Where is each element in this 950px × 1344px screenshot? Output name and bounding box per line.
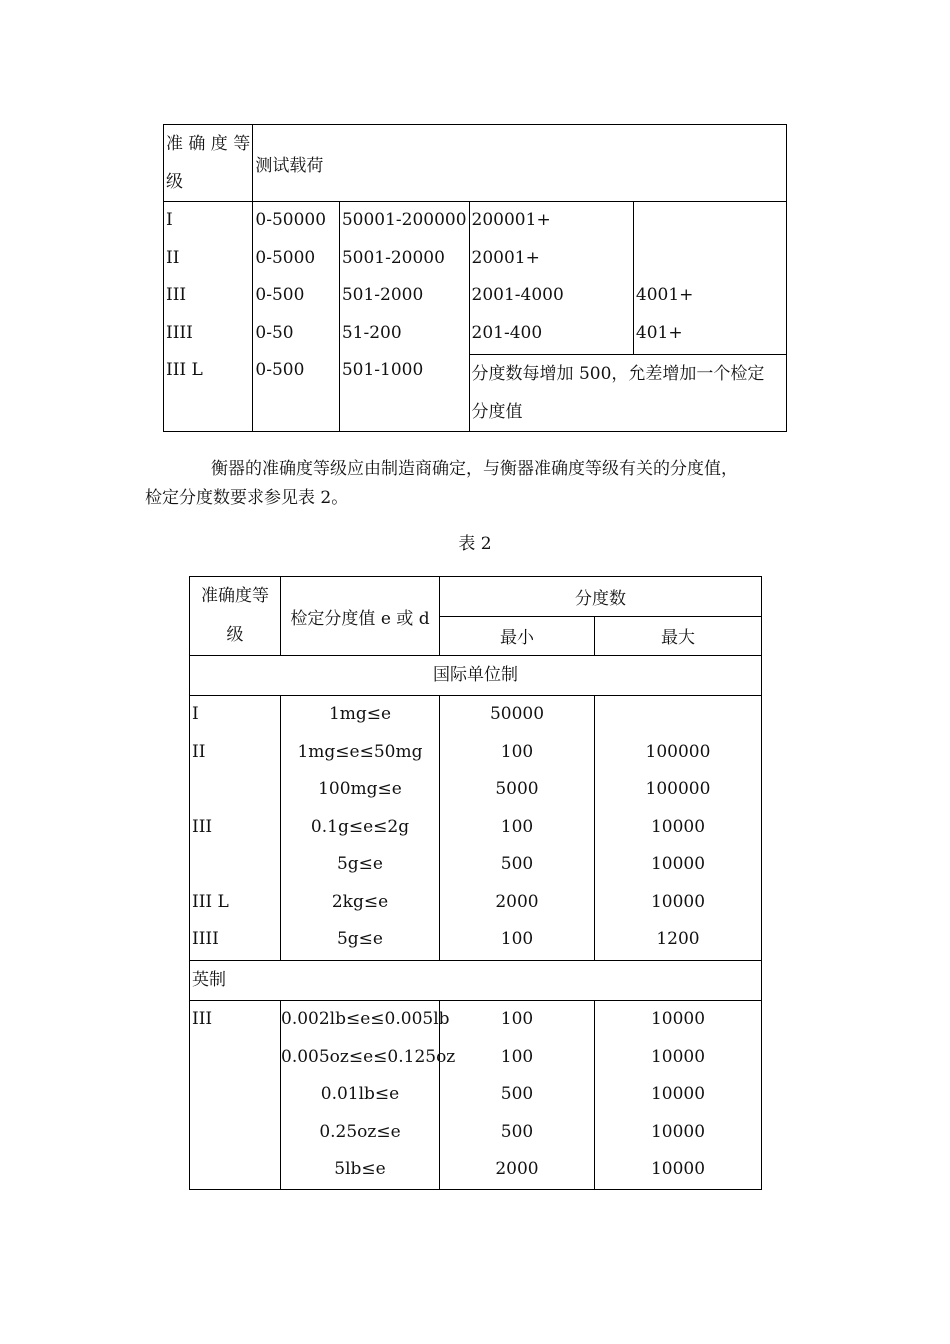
division-table — [189, 576, 762, 1190]
range-value: 401+ — [635, 322, 683, 343]
grade-label — [192, 1151, 280, 1189]
range-value: 0-50 — [255, 322, 294, 343]
header-min: 最小 — [440, 616, 595, 656]
range-value: 0-5000 — [255, 247, 316, 268]
range-value: 4001+ — [635, 285, 694, 305]
range-value: 5001-20000 — [341, 247, 445, 268]
max-count: 10000 — [650, 891, 706, 912]
imperial-max-cell — [595, 1001, 762, 1190]
grade-label: IIII — [192, 929, 219, 949]
paragraph-line2: 检定分度数要求参见表 2。 — [145, 488, 349, 508]
range4-cell — [633, 202, 786, 355]
grade-label: II — [192, 741, 206, 762]
division-value: 1mg≤e≤50mg — [297, 741, 423, 762]
grade-label — [192, 1039, 280, 1077]
header-max: 最大 — [595, 616, 762, 656]
grade-label: I — [192, 704, 199, 724]
range-value: 501-2000 — [341, 285, 424, 305]
grade-label: IIII — [166, 322, 193, 343]
min-count: 2000 — [495, 891, 539, 912]
header-grade-line1: 准确度等 — [201, 586, 269, 606]
max-count — [595, 696, 761, 734]
header-count: 分度数 — [440, 577, 762, 617]
range-value: 0-50000 — [255, 210, 327, 230]
header-grade-line1: 准 确 度 等 — [166, 134, 251, 154]
body-paragraph — [145, 455, 800, 513]
section-imperial: 英制 — [190, 961, 762, 1001]
min-count: 50000 — [489, 704, 545, 724]
division-value: 5g≤e — [336, 929, 383, 949]
range-value: 201-400 — [471, 322, 543, 343]
grade-label — [192, 771, 280, 809]
min-count: 500 — [500, 1121, 534, 1142]
max-count: 100000 — [645, 779, 711, 799]
note-cell — [469, 355, 786, 432]
min-count: 100 — [500, 1046, 534, 1067]
range2-cell — [339, 202, 469, 432]
max-count: 10000 — [650, 1084, 706, 1104]
min-count: 100 — [500, 1009, 534, 1029]
header-grade-cell — [164, 125, 253, 202]
header-grade-line2: 级 — [226, 625, 244, 645]
imperial-min-cell — [440, 1001, 595, 1190]
division-value: 0.005oz≤e≤0.125oz — [281, 1046, 456, 1067]
imperial-value-cell — [281, 1001, 456, 1190]
max-count: 10000 — [650, 854, 706, 874]
note-line2: 分度值 — [471, 402, 523, 422]
paragraph-line1: 衡器的准确度等级应由制造商确定，与衡器准确度等级有关的分度值， — [211, 459, 738, 479]
division-value: 0.1g≤e≤2g — [310, 816, 410, 837]
division-value: 5g≤e — [336, 854, 383, 874]
division-value: 100mg≤e — [318, 779, 402, 799]
header-grade-line2: 级 — [166, 172, 183, 192]
header-value-cell — [281, 577, 440, 656]
division-value: 1mg≤e — [328, 704, 392, 724]
range-value: 51-200 — [341, 322, 402, 343]
grade-label: III L — [166, 360, 203, 380]
range-value: 200001+ — [471, 210, 551, 230]
grade-label: III — [192, 816, 213, 837]
min-count: 100 — [500, 741, 534, 762]
header-grade-cell — [190, 577, 281, 656]
range-value: 50001-200000 — [341, 210, 467, 230]
max-count: 1200 — [656, 929, 700, 949]
si-max-cell — [595, 696, 762, 961]
max-count: 10000 — [650, 1121, 706, 1142]
max-count: 10000 — [650, 1009, 706, 1029]
section-si: 国际单位制 — [190, 656, 762, 696]
division-value: 2kg≤e — [331, 891, 389, 912]
imperial-grade-cell — [190, 1001, 281, 1190]
header-value: 检定分度值 e 或 d — [290, 608, 430, 629]
grade-label — [192, 846, 280, 884]
grade-label — [192, 1076, 280, 1114]
test-load-table — [163, 124, 787, 432]
si-value-cell — [281, 696, 440, 961]
max-count: 100000 — [645, 741, 711, 762]
range-value: 0-500 — [255, 360, 305, 380]
division-value: 0.002lb≤e≤0.005lb — [281, 1009, 450, 1029]
max-count: 10000 — [650, 1046, 706, 1067]
min-count: 500 — [500, 854, 534, 874]
max-count: 10000 — [650, 1159, 706, 1179]
grade-label: I — [166, 210, 173, 230]
min-count: 5000 — [495, 779, 539, 799]
header-load: 测试载荷 — [255, 155, 324, 176]
min-count: 100 — [500, 816, 534, 837]
grade-label: II — [166, 247, 180, 268]
grade-label: III L — [192, 891, 229, 912]
division-value: 0.01lb≤e — [320, 1084, 400, 1104]
division-value: 5lb≤e — [334, 1159, 386, 1179]
min-count: 100 — [500, 929, 534, 949]
grade-label: III — [166, 285, 187, 305]
grade-label: III — [192, 1009, 213, 1029]
min-count: 500 — [500, 1084, 534, 1104]
si-grade-cell — [190, 696, 281, 961]
range-value: 0-500 — [255, 285, 305, 305]
range-value: 2001-4000 — [471, 285, 564, 305]
header-load-cell — [253, 125, 787, 202]
max-count: 10000 — [650, 816, 706, 837]
range1-cell — [253, 202, 339, 432]
si-min-cell — [440, 696, 595, 961]
grades-cell — [164, 202, 253, 432]
range-value: 501-1000 — [341, 360, 424, 380]
division-value: 0.25oz≤e — [319, 1121, 401, 1142]
table2-caption: 表 2 — [458, 534, 492, 554]
note-line1: 分度数每增加 500，允差增加一个检定 — [471, 364, 765, 384]
range-value: 20001+ — [471, 247, 540, 268]
range3-cell — [469, 202, 633, 355]
min-count: 2000 — [495, 1159, 539, 1179]
grade-label — [192, 1114, 280, 1152]
